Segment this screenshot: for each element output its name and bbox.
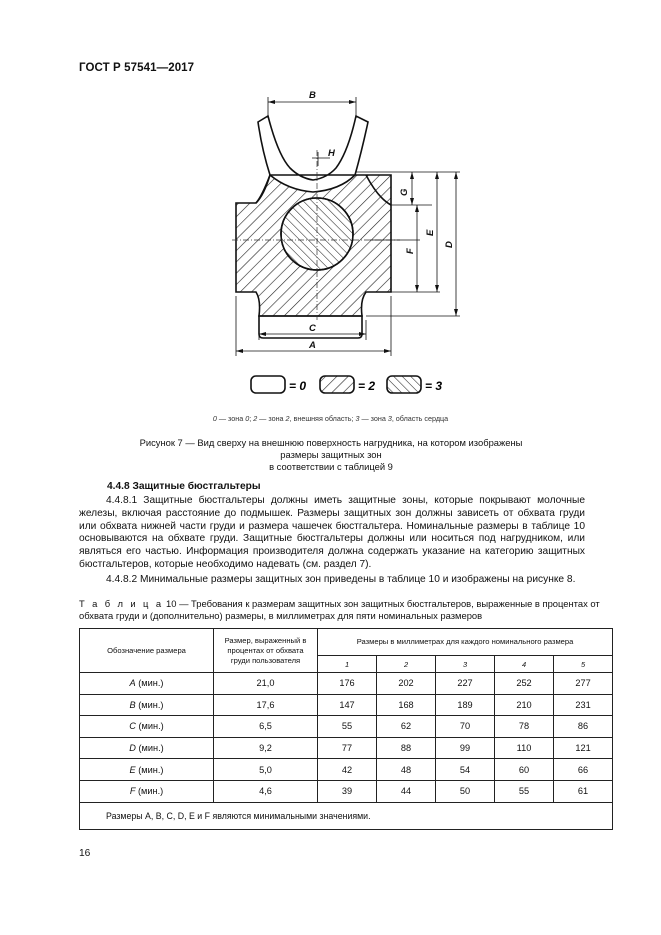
- row-label: [80, 673, 214, 695]
- header-mm: Размеры в миллиметрах для каждого номинального размера: [318, 629, 613, 656]
- section-title: 4.4.8 Защитные бюстгальтеры: [107, 481, 261, 492]
- table-note: Размеры A, B, C, D, E и F являются минимальными значениями.: [80, 802, 613, 829]
- row-mm: 110: [495, 737, 554, 759]
- row-mm: 55: [495, 780, 554, 802]
- dim-label-g: G: [399, 188, 410, 196]
- dim-label-a: A: [309, 340, 316, 351]
- row-letter: C: [129, 721, 136, 732]
- legend-caption: [0, 414, 661, 423]
- table-row: [80, 673, 613, 695]
- row-mm: 147: [318, 694, 377, 716]
- row-mm: 277: [554, 673, 613, 695]
- row-label: [80, 716, 214, 738]
- dimensions-table: [79, 628, 613, 830]
- figure-caption: [120, 437, 542, 473]
- row-suffix: (мин.): [135, 678, 164, 689]
- row-label: [80, 759, 214, 781]
- row-percent: 9,2: [214, 737, 318, 759]
- legend-caption-zone-3b: 3: [387, 414, 392, 423]
- row-letter: A: [129, 678, 136, 689]
- legend-caption-text: — зона: [257, 414, 286, 423]
- legend-label-zone-0: = 0: [289, 379, 307, 393]
- row-mm: 70: [436, 716, 495, 738]
- row-mm: 121: [554, 737, 613, 759]
- legend-caption-text: — зона: [216, 414, 246, 423]
- dim-label-e: E: [425, 229, 436, 236]
- row-mm: 44: [377, 780, 436, 802]
- legend-caption-text: ;: [249, 414, 254, 423]
- row-mm: 54: [436, 759, 495, 781]
- row-suffix: (мин.): [135, 764, 164, 775]
- row-mm: 99: [436, 737, 495, 759]
- page-number: 16: [79, 848, 91, 859]
- legend-caption-zone-0: 0: [212, 414, 217, 423]
- header-size-1: 1: [318, 656, 377, 673]
- legend-swatch-zone-3: [387, 376, 421, 393]
- row-suffix: (мин.): [135, 743, 164, 754]
- table-caption-prefix: Т а б л и ц а: [79, 598, 164, 609]
- row-percent: 5,0: [214, 759, 318, 781]
- row-mm: 50: [436, 780, 495, 802]
- row-mm: 55: [318, 716, 377, 738]
- row-mm: 210: [495, 694, 554, 716]
- table-row: [80, 694, 613, 716]
- row-mm: 252: [495, 673, 554, 695]
- row-mm: 62: [377, 716, 436, 738]
- legend-caption-zone-2b: 2: [285, 414, 290, 423]
- row-mm: 66: [554, 759, 613, 781]
- row-suffix: (мин.): [135, 721, 164, 732]
- legend-swatch-zone-0: [251, 376, 285, 393]
- paragraph-4-4-8-1: [79, 495, 585, 572]
- row-mm: 202: [377, 673, 436, 695]
- legend-label-zone-3: = 3: [425, 379, 443, 393]
- row-percent: 17,6: [214, 694, 318, 716]
- header-percent: Размер, выраженный в процентах от обхвата груди пользователя: [214, 629, 318, 673]
- row-mm: 168: [377, 694, 436, 716]
- dim-label-h: H: [328, 148, 335, 159]
- header-size-3: 3: [436, 656, 495, 673]
- zone-legend: [251, 376, 442, 393]
- table-caption: [79, 598, 617, 622]
- row-letter: D: [129, 743, 136, 754]
- header-size-2: 2: [377, 656, 436, 673]
- header-size-5: 5: [554, 656, 613, 673]
- row-percent: 4,6: [214, 780, 318, 802]
- row-letter: F: [129, 786, 136, 797]
- legend-caption-zone-3: 3: [355, 414, 360, 423]
- row-label: [80, 737, 214, 759]
- legend-caption-text: , область сердца: [391, 414, 449, 423]
- row-mm: 176: [318, 673, 377, 695]
- figure-caption-line-2: в соответствии с таблицей 9: [269, 461, 393, 472]
- row-letter: B: [129, 699, 136, 710]
- row-label: [80, 780, 214, 802]
- row-mm: 61: [554, 780, 613, 802]
- paragraph-text: 4.4.8.1 Защитные бюстгальтеры должны иметь защитные зоны, которые покрывают молочные железы, включая расстояние до подмышек. Размеры защитных зон должны зависеть от обхвата груди или обхвата нижней части груди и размера чашечек бюстгальтера. Номинальные размеры в таблице 10 основываются на обхвате груди. Защитные бюстгальтеры должны или носиться под нагрудником, или являться его частью. Информация производителя должна содержать указание на категорию защитных бюстгальтеров, которые необходимо надевать (см. раздел 7).: [79, 495, 585, 570]
- figure-caption-line-1: Рисунок 7 — Вид сверху на внешнюю поверхность нагрудника, на котором изображены размеры защитных зон: [139, 437, 523, 460]
- paragraph-4-4-8-2: [79, 574, 585, 587]
- protector-shape: [236, 116, 391, 338]
- table-row: [80, 716, 613, 738]
- row-mm: 42: [318, 759, 377, 781]
- row-mm: 48: [377, 759, 436, 781]
- row-mm: 77: [318, 737, 377, 759]
- legend-swatch-zone-2: [320, 376, 354, 393]
- paragraph-text: 4.4.8.2 Минимальные размеры защитных зон приведены в таблице 10 и изображены на рисунке 8.: [106, 574, 576, 585]
- row-mm: 88: [377, 737, 436, 759]
- row-suffix: (мин.): [135, 699, 164, 710]
- row-percent: 6,5: [214, 716, 318, 738]
- row-mm: 39: [318, 780, 377, 802]
- table-row: [80, 737, 613, 759]
- row-mm: 60: [495, 759, 554, 781]
- row-mm: 86: [554, 716, 613, 738]
- table-row: [80, 780, 613, 802]
- row-suffix: (мин.): [135, 786, 164, 797]
- dim-label-c: C: [309, 323, 316, 334]
- legend-caption-zone-2: 2: [253, 414, 258, 423]
- row-letter: E: [129, 764, 136, 775]
- row-mm: 189: [436, 694, 495, 716]
- row-percent: 21,0: [214, 673, 318, 695]
- document-header: ГОСТ Р 57541—2017: [79, 62, 195, 74]
- legend-caption-zone-0b: 0: [245, 414, 250, 423]
- table-row: [80, 759, 613, 781]
- dim-label-b: B: [309, 90, 316, 101]
- dim-label-d: D: [444, 241, 455, 248]
- header-designation: Обозначение размера: [80, 629, 214, 673]
- row-label: [80, 694, 214, 716]
- legend-caption-text: — зона: [359, 414, 388, 423]
- header-size-4: 4: [495, 656, 554, 673]
- legend-caption-text: , внешняя область;: [289, 414, 356, 423]
- table-caption-text: 10 — Требования к размерам защитных зон защитных бюстгальтеров, выраженные в процентах от обхвата груди и (дополнительно) размеры, в миллиметрах для пяти номинальных размеров: [79, 598, 600, 621]
- dim-label-f: F: [405, 248, 416, 254]
- protector-dimension-figure: [0, 0, 661, 400]
- row-mm: 231: [554, 694, 613, 716]
- row-mm: 227: [436, 673, 495, 695]
- legend-label-zone-2: = 2: [358, 379, 376, 393]
- row-mm: 78: [495, 716, 554, 738]
